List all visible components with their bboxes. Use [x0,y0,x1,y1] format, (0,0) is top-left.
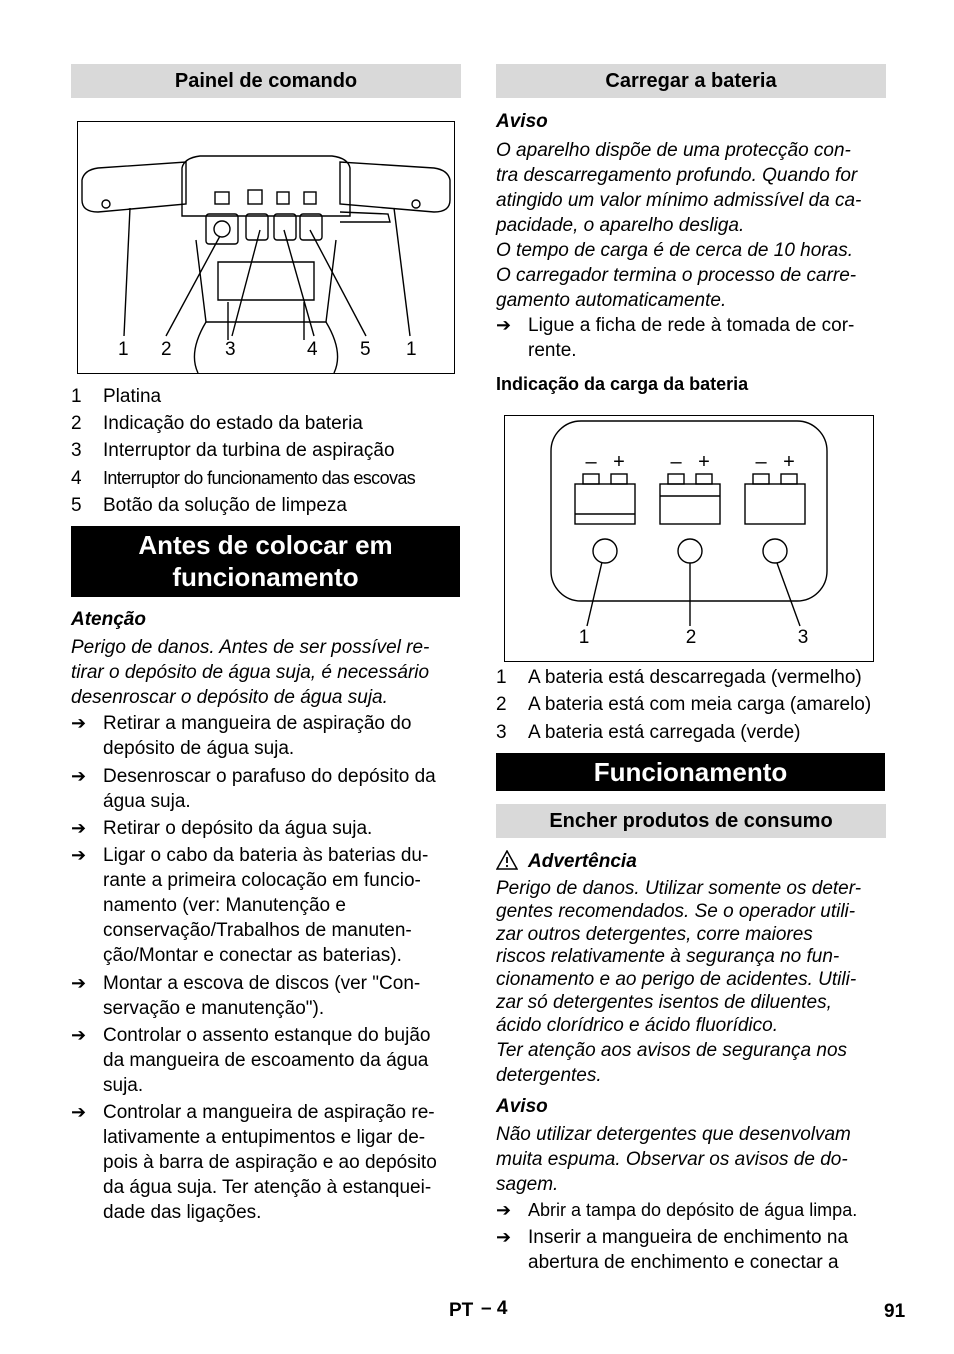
text-line: zar só detergentes isentos de diluentes, [496,991,832,1013]
text-line: Ter atenção aos avisos de segurança nos [496,1040,848,1061]
subheading-battery-indicator: Indicação da carga da bateria [496,374,749,394]
notice-label: Aviso [496,111,548,132]
battery-indicator-drawing [505,416,873,661]
attention-label: Atenção [71,609,146,630]
text-line: Não utilizar detergentes que desenvolvam [496,1124,851,1145]
text-line: detergentes. [496,1065,602,1086]
step-item [103,764,436,814]
step-item [528,1198,857,1223]
page-number: 91 [884,1301,906,1322]
text-line: conservação/Trabalhos de manuten- [103,920,412,941]
legend-number: 2 [496,694,507,715]
footer-lang: PT [449,1300,474,1321]
text-line: Controlar o assento estanque do bujão [103,1025,431,1046]
text-line: gentes recomendados. Se o operador utili- [496,900,856,922]
section-title-funcionamento: Funcionamento [496,753,885,791]
text-line: pois à barra de aspiração e ao depósito [103,1152,437,1173]
text-line: O carregador termina o processo de carre- [496,265,857,286]
legend-number: 4 [71,468,82,489]
text-line: tra descarregamento profundo. Quando for [496,165,858,186]
text-line: gamento automaticamente. [496,290,727,311]
text-line: Inserir a mangueira de enchimento na [528,1227,849,1248]
step-item [103,843,428,968]
arrow-right-icon: ➔ [71,1102,87,1122]
battery-indicator-figure [504,415,874,662]
plus-sign: + [783,451,795,473]
text-line: Perigo de danos. Utilizar somente os deter- [496,878,862,899]
text-line: abertura de enchimento e conectar a [528,1252,839,1273]
legend-number: 2 [71,413,82,434]
step-item [103,1100,437,1225]
legend-item: A bateria está com meia carga (amarelo) [528,694,872,715]
warning-text [496,878,861,1038]
text-line: ção/Montar e conectar as baterias). [103,945,402,966]
legend-number: 5 [71,495,82,516]
step-item [103,711,411,761]
callout-1-left: 1 [118,339,129,360]
text-line: da mangueira de escoamento da água [103,1050,429,1071]
legend-item: Interruptor do funcionamento das escovas [103,468,416,488]
text-line: O aparelho dispõe de uma protecção con- [496,140,851,161]
section-title-carregar: Carregar a bateria [496,64,886,98]
text-line: Abrir a tampa do depósito de água limpa. [528,1200,858,1220]
legend-item: Platina [103,386,162,407]
text-line: água suja. [103,791,191,812]
text-line: pacidade, o aparelho desliga. [496,215,745,236]
plus-sign: + [613,451,625,473]
text-line: Ligue a ficha de rede à tomada de cor- [528,315,855,336]
callout-led-1: 1 [578,627,590,648]
section-title-encher: Encher produtos de consumo [496,804,886,838]
text-line: da água suja. Ter atenção à estanquei- [103,1177,432,1198]
plus-sign: + [698,451,710,473]
arrow-right-icon: ➔ [71,973,87,993]
callout-3: 3 [225,339,236,360]
minus-sign: – [585,451,597,473]
callout-1-right: 1 [406,339,417,360]
text-line: depósito de água suja. [103,738,295,759]
arrow-right-icon: ➔ [496,1200,512,1220]
section-title-line: funcionamento [172,562,359,592]
notice2-label: Aviso [496,1096,548,1117]
attention-text [71,635,429,710]
warning-triangle-icon [496,850,520,872]
legend-number: 3 [71,440,82,461]
legend-item: Interruptor da turbina de aspiração [103,440,395,461]
step-item [103,816,372,841]
text-line: Desenroscar o parafuso do depósito da [103,766,436,787]
text-line: suja. [103,1075,144,1096]
step-item [103,971,420,1021]
notice-text [496,138,861,313]
section-title-antes [71,526,460,597]
text-line: Retirar o depósito da água suja. [103,818,373,839]
text-line: riscos relativamente à segurança no fun- [496,946,840,968]
arrow-right-icon: ➔ [71,713,87,733]
callout-4: 4 [307,339,318,360]
text-line: namento (ver: Manutenção e [103,895,346,916]
text-line: Ligar o cabo da bateria às baterias du- [103,845,429,866]
arrow-right-icon: ➔ [496,1227,512,1247]
text-line: zar outros detergentes, corre maiores [496,923,813,945]
text-line: ácido clorídrico e ácido fluorídico. [496,1014,778,1036]
text-line: desenroscar o depósito de água suja. [71,687,388,708]
callout-5: 5 [360,339,371,360]
callout-led-2: 2 [685,627,697,648]
minus-sign: – [670,451,682,473]
text-line: muita espuma. Observar os avisos de do- [496,1149,848,1170]
text-line: lativamente a entupimentos e ligar de- [103,1127,426,1148]
legend-number: 1 [496,667,507,688]
arrow-right-icon: ➔ [71,818,87,838]
arrow-right-icon: ➔ [71,1025,87,1045]
warning-label: Advertência [528,851,637,872]
text-line: atingido um valor mínimo admissível da ca- [496,190,862,211]
text-line: Perigo de danos. Antes de ser possível re- [71,637,430,658]
text-line: cionamento e ao perigo de acidentes. Utili- [496,969,857,991]
footer-page-local: – 4 [481,1298,508,1319]
callout-2: 2 [161,339,172,360]
section-title-line: Antes de colocar em [138,530,393,560]
legend-item: A bateria está descarregada (vermelho) [528,667,862,688]
legend-item: Botão da solução de limpeza [103,495,347,516]
arrow-right-icon: ➔ [71,766,87,786]
arrow-right-icon: ➔ [496,315,512,335]
text-line: rente. [528,340,577,361]
text-line: dade das ligações. [103,1202,262,1223]
text-line: Retirar a mangueira de aspiração do [103,713,412,734]
control-panel-drawing [78,122,454,373]
text-line: O tempo de carga é de cerca de 10 horas. [496,240,853,261]
control-panel-figure [77,121,455,374]
text-line: servação e manutenção"). [103,998,325,1019]
legend-item: Indicação do estado da bateria [103,413,363,434]
text-line: Montar a escova de discos (ver "Con- [103,973,421,994]
text-line: sagem. [496,1174,559,1195]
legend-number: 1 [71,386,82,407]
section-title-painel: Painel de comando [71,64,461,98]
text-line: rante a primeira colocação em funcio- [103,870,421,891]
step-item [528,313,854,363]
step-item [103,1023,430,1098]
arrow-right-icon: ➔ [71,845,87,865]
warning-text-2 [496,1038,847,1088]
notice2-text [496,1122,851,1197]
legend-number: 3 [496,722,507,743]
legend-item: A bateria está carregada (verde) [528,722,801,743]
step-item [528,1225,848,1275]
text-line: Controlar a mangueira de aspiração re- [103,1102,435,1123]
minus-sign: – [755,451,767,473]
callout-led-3: 3 [797,627,809,648]
text-line: tirar o depósito de água suja, é necessário [71,662,430,683]
